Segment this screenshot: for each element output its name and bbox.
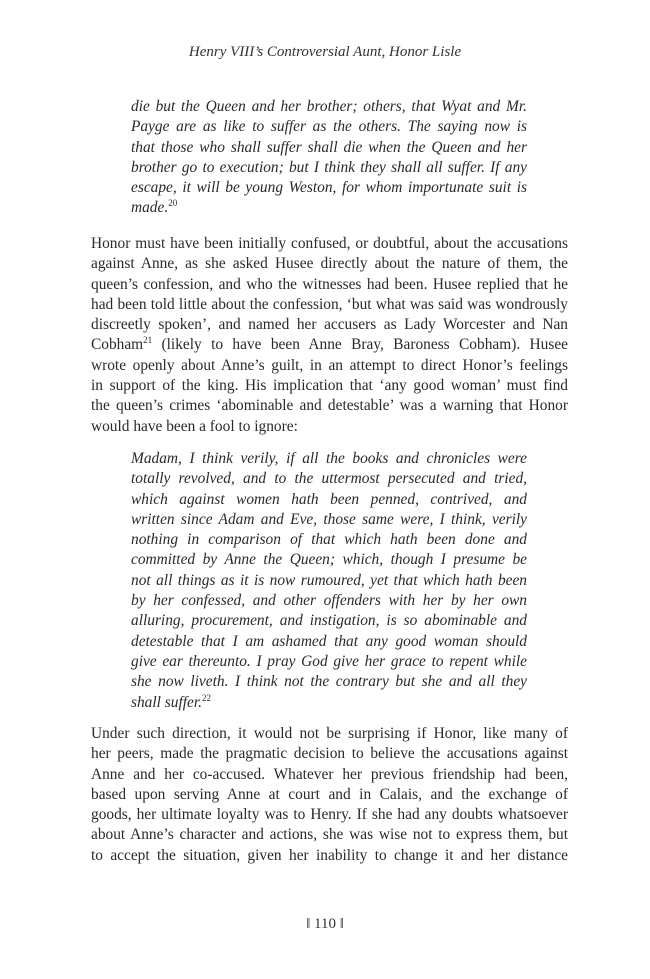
para1-line: the queen’s crimes ‘abominable and detestable’ was a warning that Honor (91, 397, 568, 415)
footnote-ref-20[interactable]: 20 (168, 198, 178, 209)
paragraph-1 (91, 234, 568, 437)
quote2-line: Madam, I think verily, if all the books and chronicles were (131, 450, 527, 467)
quote2-line: detestable that I am ashamed that any good woman should (131, 632, 527, 650)
quote1-line: made. (131, 199, 169, 217)
para1-line-cobham (91, 335, 568, 355)
quote1-last-line (131, 198, 527, 218)
quote2-line: shall suffer. (131, 693, 202, 711)
para2-line: Anne and her co-accused. Whatever her previous friendship had been, (91, 765, 568, 783)
footnote-ref-22[interactable]: 22 (201, 692, 211, 703)
para2-line: based upon serving Anne at court and in Calais, and the exchange of (91, 785, 568, 803)
para2-line: her peers, made the pragmatic decision to believe the accusations against (91, 745, 568, 763)
para1-line: Honor must have been initially confused, or doubtful, about the accusations (91, 235, 568, 252)
block-quote-1 (131, 97, 527, 219)
quote1-line: escape, it will be young Weston, for whom importunate suit is (131, 179, 527, 197)
quote2-line: give ear thereunto. I pray God give her grace to repent while (131, 652, 527, 670)
para1-line-rest: (likely to have been Anne Bray, Baroness Cobham). Husee (161, 336, 568, 354)
para1-line: would have been a fool to ignore: (91, 417, 298, 435)
para1-line: in support of the king. His implication that ‘any good woman’ must find (91, 377, 568, 395)
quote2-line: not all things as it is now rumoured, yet that which hath been (131, 571, 527, 589)
quote2-line: alluring, procurement, and instigation, is so abominable and (131, 612, 527, 630)
quote2-line: by her confessed, and other offenders with her by her own (131, 592, 527, 610)
block-quote-2 (131, 449, 527, 713)
footnote-ref-21[interactable]: 21 (143, 335, 153, 346)
quote1-line: die but the Queen and her brother; others, that Wyat and Mr. (131, 98, 527, 115)
quote2-line: which against women hath been penned, contrived, and (131, 490, 527, 508)
paragraph-2 (91, 724, 568, 866)
para2-line: goods, her ultimate loyalty was to Henry. If she had any doubts whatsoever (91, 806, 568, 824)
para1-line: queen’s confession, and who the witnesses had been. Husee replied that he (91, 275, 568, 293)
para2-line: Under such direction, it would not be surprising if Honor, like many of (91, 725, 568, 742)
quote1-line: brother go to execution; but I think they shall all suffer. If any (131, 158, 527, 176)
para1-line: had been told little about the confession, ‘but what was said was wondrously (91, 295, 568, 313)
quote2-last-line (131, 693, 527, 713)
running-head: Henry VIII’s Controversial Aunt, Honor Lisle (188, 44, 462, 60)
para1-line: discreetly spoken’, and named her accusers as Lady Worcester and Nan (91, 316, 568, 334)
para2-line: to accept the situation, given her inability to change it and her distance (91, 846, 568, 864)
quote1-line: that those who shall suffer shall die when the Queen and her (131, 138, 527, 156)
para1-line: against Anne, as she asked Husee directly about the nature of them, the (91, 255, 568, 273)
page-number: ‖ 110 ‖ (306, 916, 344, 932)
quote2-line: written since Adam and Eve, those same were, I think, verily (131, 510, 527, 528)
quote2-line: committed by Anne the Queen; which, though I presume be (131, 551, 527, 569)
para2-line: about Anne’s character and actions, she was wise not to express them, but (91, 826, 568, 844)
quote2-line: nothing in comparison of that which hath been done and (131, 531, 527, 549)
cobham-word: Cobham (91, 336, 144, 354)
quote2-line: she now liveth. I think not the contrary but she and all they (131, 673, 527, 691)
quote1-line: Payge are as like to suffer as the others. The saying now is (131, 118, 527, 136)
para1-line: wrote openly about Anne’s guilt, in an attempt to direct Honor’s feelings (91, 356, 568, 374)
quote2-line: totally revolved, and to the uttermost persecuted and tried, (131, 470, 527, 488)
